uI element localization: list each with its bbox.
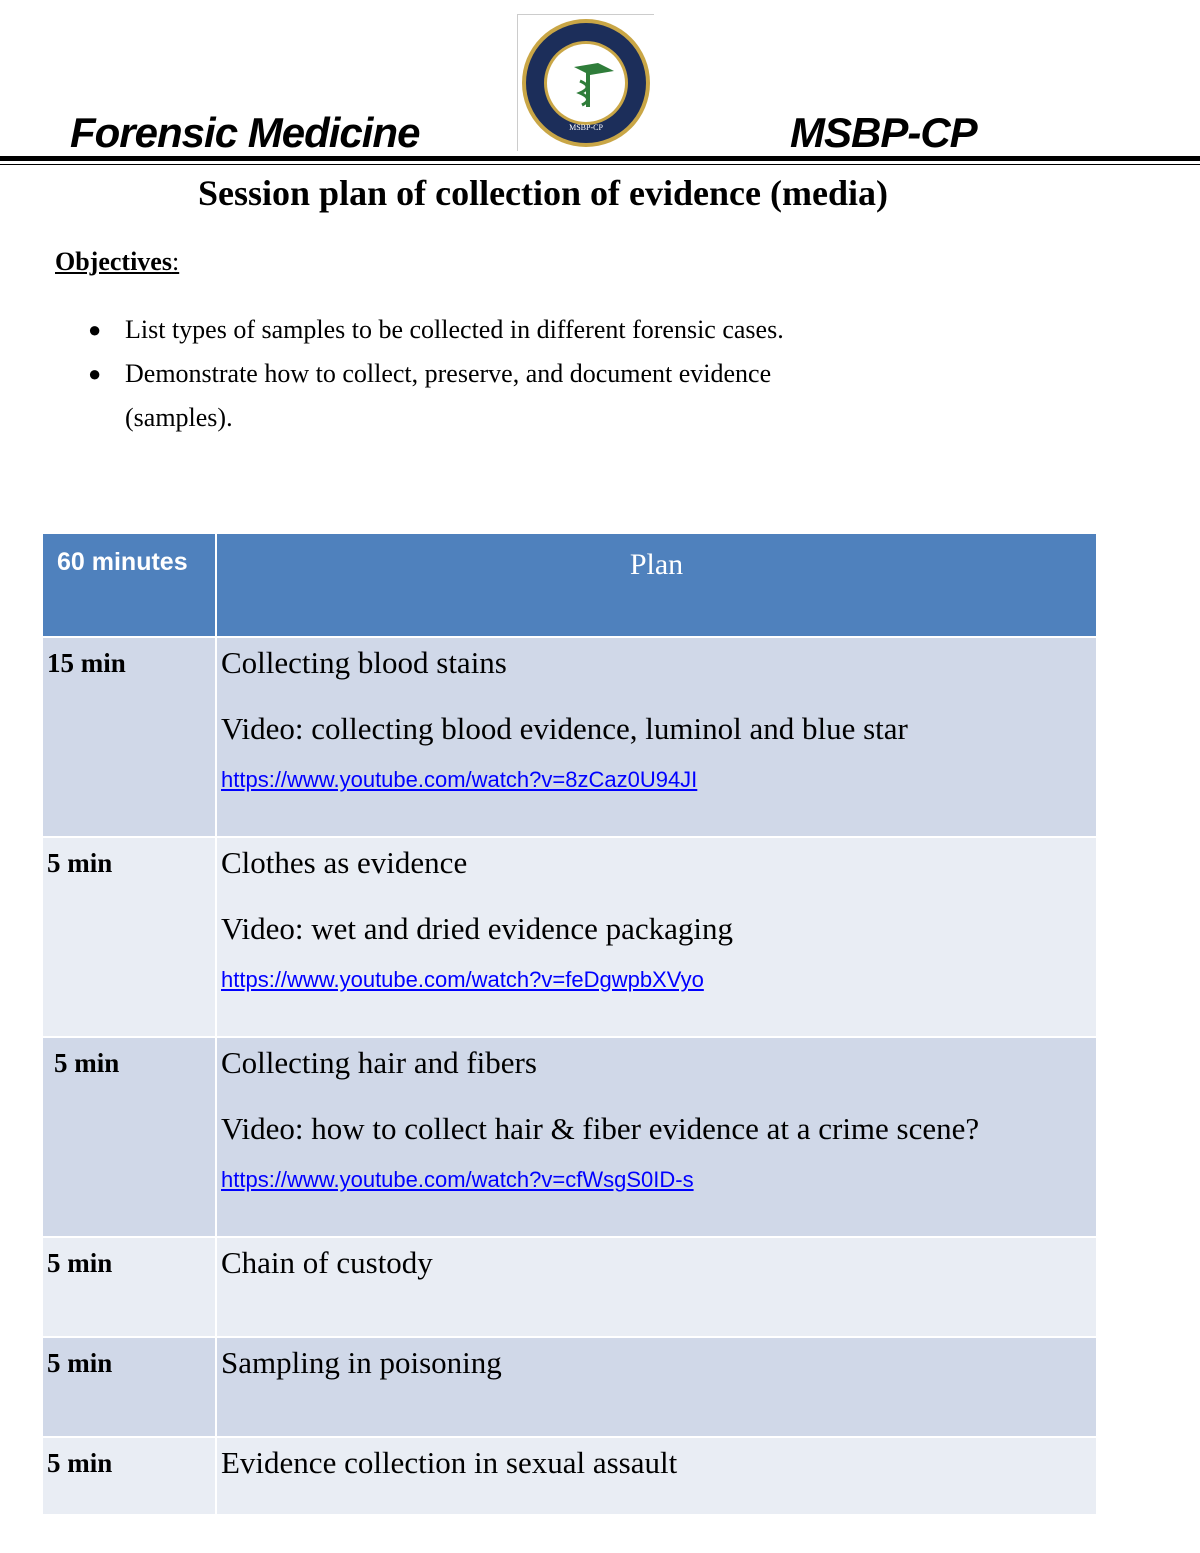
objective-text: List types of samples to be collected in different forensic cases.: [125, 315, 784, 344]
column-header-time: 60 minutes: [42, 533, 216, 637]
row-duration: 5 min: [42, 1437, 216, 1515]
row-topic: Sampling in poisoning: [221, 1345, 502, 1380]
table-row: [42, 1437, 1097, 1515]
row-topic: Clothes as evidence: [221, 845, 468, 880]
faculty-seal-logo: [517, 14, 654, 151]
video-link[interactable]: https://www.youtube.com/watch?v=feDgwpbXVyo: [221, 967, 704, 992]
video-link[interactable]: https://www.youtube.com/watch?v=cfWsgS0ID-s: [221, 1167, 694, 1192]
row-plan: [216, 1237, 1097, 1337]
objective-item: [88, 308, 948, 352]
row-plan: [216, 1437, 1097, 1515]
bullet-icon: ●: [88, 361, 102, 386]
faculty-seal-icon: [518, 15, 654, 151]
header-rule-thin: [0, 164, 1200, 165]
objective-item-continuation: [88, 396, 948, 440]
table-row: [42, 1337, 1097, 1437]
objectives-heading-colon: :: [171, 247, 180, 276]
table-row: [42, 637, 1097, 837]
row-topic: Collecting hair and fibers: [221, 1045, 537, 1080]
row-topic: Chain of custody: [221, 1245, 433, 1280]
bullet-icon: ●: [88, 317, 102, 342]
column-header-plan: Plan: [216, 533, 1097, 637]
row-plan: [216, 637, 1097, 837]
row-video-title: Video: collecting blood evidence, luminol and blue star: [221, 711, 908, 746]
row-duration: 5 min: [42, 1237, 216, 1337]
row-duration: 15 min: [42, 637, 216, 837]
page-title: Session plan of collection of evidence (media): [198, 173, 888, 213]
row-duration: 5 min: [42, 1037, 216, 1237]
header-right-title: MSBP-CP: [790, 109, 977, 156]
seal-bottom-text: MSBP-CP: [569, 123, 603, 132]
row-plan: [216, 1037, 1097, 1237]
table-header-row: [42, 533, 1097, 637]
objectives-heading-text: Objectives: [55, 247, 172, 276]
row-video-title: Video: how to collect hair & fiber evidence at a crime scene?: [221, 1111, 980, 1146]
row-duration: 5 min: [42, 837, 216, 1037]
video-link[interactable]: https://www.youtube.com/watch?v=8zCaz0U94JI: [221, 767, 698, 792]
objective-text: Demonstrate how to collect, preserve, and document evidence: [125, 359, 772, 388]
header-rule-thick: [0, 156, 1200, 161]
row-duration: 5 min: [42, 1337, 216, 1437]
row-topic: Evidence collection in sexual assault: [221, 1445, 678, 1480]
row-topic: Collecting blood stains: [221, 645, 507, 680]
table-row: [42, 1237, 1097, 1337]
table-row: [42, 837, 1097, 1037]
objectives-list: [88, 308, 948, 440]
row-video-title: Video: wet and dried evidence packaging: [221, 911, 734, 946]
objectives-heading: [55, 246, 179, 278]
row-plan: [216, 837, 1097, 1037]
session-plan-table: [41, 532, 1098, 1516]
header-left-title: Forensic Medicine: [70, 109, 420, 156]
row-plan: [216, 1337, 1097, 1437]
objective-text-continuation: (samples).: [125, 403, 233, 432]
table-row: [42, 1037, 1097, 1237]
objective-item: [88, 352, 948, 396]
